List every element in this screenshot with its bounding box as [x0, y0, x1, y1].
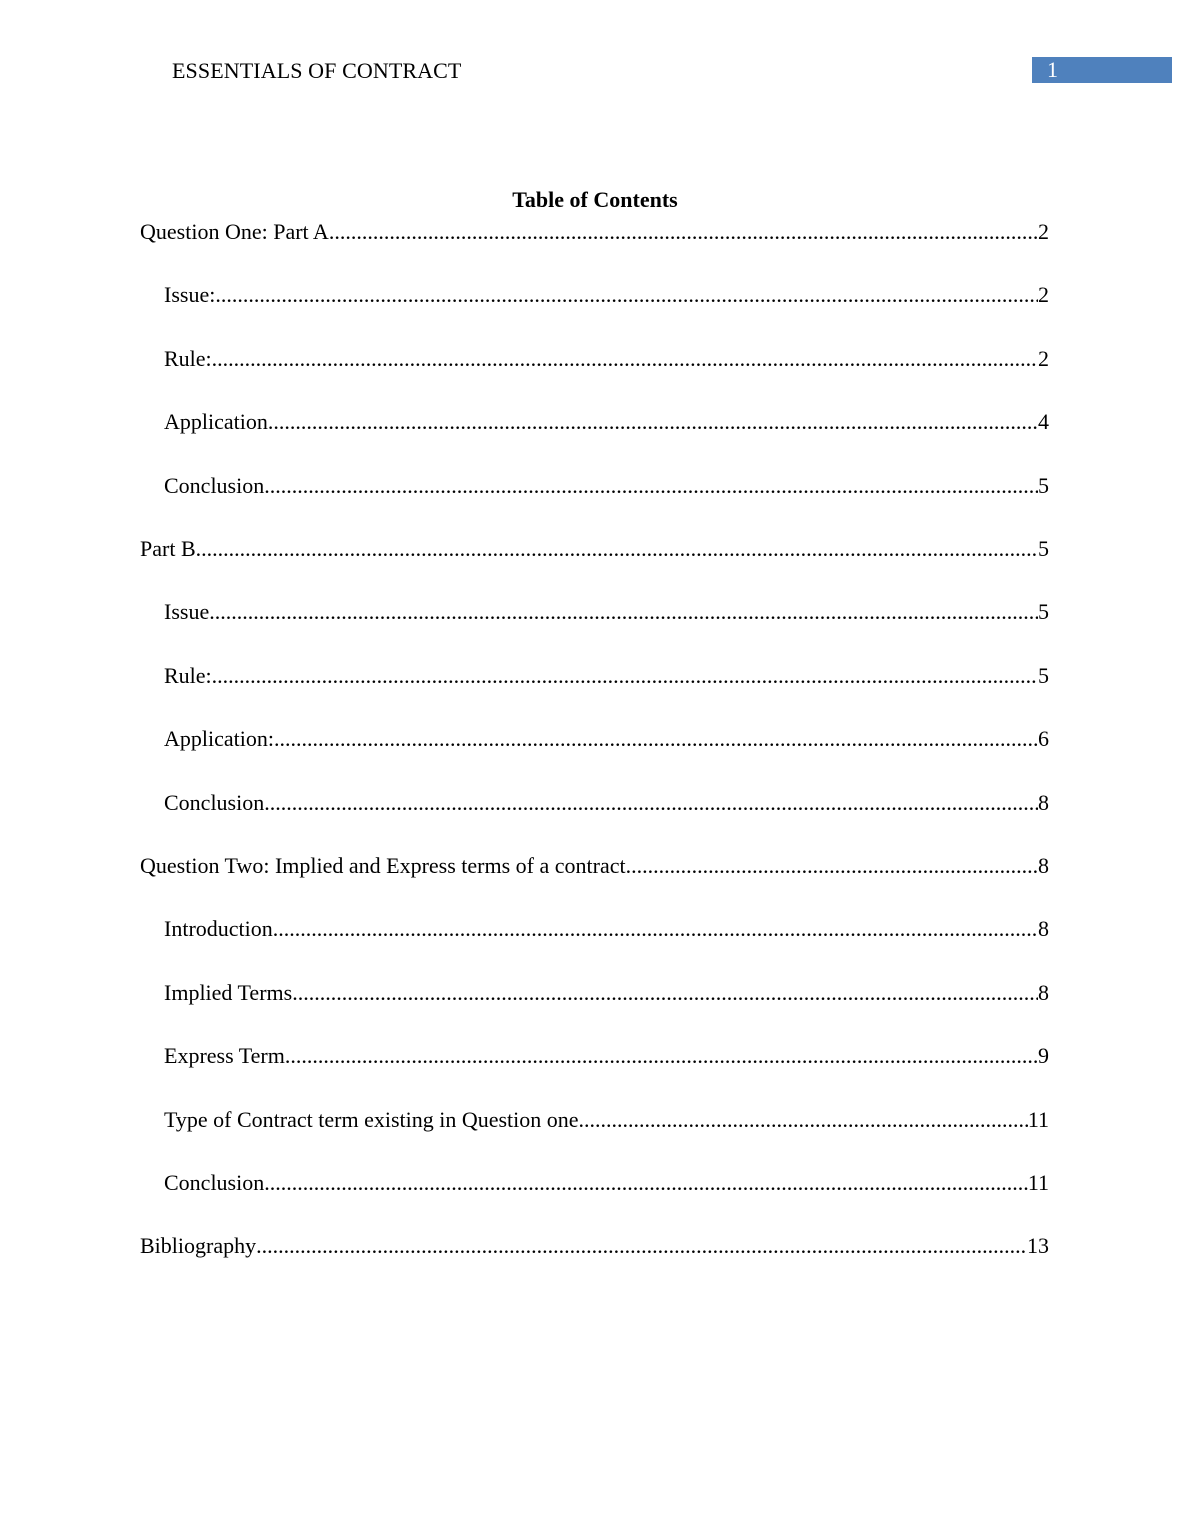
- toc-entry-page: 13: [1027, 1233, 1049, 1259]
- toc-entry-text: Bibliography: [140, 1233, 257, 1259]
- toc-dot-leader: [273, 915, 1038, 943]
- toc-entry-page: 5: [1038, 536, 1049, 561]
- toc-entry-page: 5: [1038, 472, 1049, 498]
- toc-entry[interactable]: [164, 789, 1049, 817]
- toc-dot-leader: [215, 281, 1038, 309]
- toc-dot-leader: [579, 1106, 1028, 1134]
- toc-entry-page: 8: [1038, 916, 1049, 942]
- toc-entry-text: Application: [164, 409, 268, 435]
- toc-entry[interactable]: [140, 1232, 1049, 1260]
- toc-entry-text: Issue:: [164, 282, 216, 308]
- running-head: ESSENTIALS OF CONTRACT: [172, 58, 462, 83]
- toc-entry-page: 11: [1027, 1106, 1049, 1132]
- toc-dot-leader: [264, 1169, 1028, 1197]
- toc-entry-text: Question Two: Implied and Express terms of a contract: [140, 853, 626, 878]
- toc-dot-leader: [268, 408, 1038, 436]
- toc-entry-page: 4: [1038, 409, 1049, 435]
- toc-title: Table of Contents: [512, 187, 678, 212]
- toc-entry-text: Part B: [140, 536, 196, 561]
- toc-entry[interactable]: [164, 915, 1049, 943]
- toc-entry[interactable]: [164, 1042, 1049, 1070]
- page-number: 1: [1047, 57, 1058, 82]
- toc-entry-page: 9: [1038, 1043, 1049, 1069]
- toc-dot-leader: [292, 979, 1038, 1007]
- toc-entry[interactable]: [164, 472, 1049, 500]
- toc-entry-text: Conclusion: [164, 789, 265, 815]
- toc-entry[interactable]: [164, 979, 1049, 1007]
- toc-entry-text: Type of Contract term existing in Question one: [164, 1106, 579, 1132]
- toc-dot-leader: [329, 218, 1038, 246]
- toc-dot-leader: [212, 662, 1038, 690]
- toc-entry-text: Issue: [164, 599, 210, 625]
- toc-entry-text: Implied Terms: [164, 979, 293, 1005]
- toc-dot-leader: [274, 725, 1038, 753]
- toc-entry-page: 8: [1038, 789, 1049, 815]
- toc-entry[interactable]: [164, 281, 1049, 309]
- toc-dot-leader: [285, 1042, 1038, 1070]
- toc-entry-page: 2: [1038, 219, 1049, 244]
- toc-entry[interactable]: [164, 662, 1049, 690]
- toc-entry[interactable]: [164, 598, 1049, 626]
- toc-entry-text: Express Term: [164, 1043, 285, 1069]
- toc-entry-page: 8: [1038, 979, 1049, 1005]
- toc-entry-text: Conclusion: [164, 1170, 265, 1195]
- toc-entry-text: Rule:: [164, 345, 212, 371]
- toc-entry-page: 2: [1038, 282, 1049, 308]
- toc-entry-page: 5: [1038, 599, 1049, 625]
- toc-entry-text: Conclusion: [164, 472, 265, 498]
- toc-entry[interactable]: [164, 345, 1049, 373]
- toc-entry[interactable]: [164, 1106, 1049, 1134]
- toc-entry[interactable]: [164, 1169, 1049, 1197]
- toc-dot-leader: [209, 598, 1038, 626]
- toc-dot-leader: [196, 535, 1038, 563]
- toc-entry[interactable]: [164, 408, 1049, 436]
- page-header: [0, 0, 1190, 100]
- toc-dot-leader: [256, 1232, 1027, 1260]
- toc-dot-leader: [212, 345, 1038, 373]
- toc-entry-page: 11: [1027, 1170, 1049, 1195]
- toc-entry[interactable]: [140, 535, 1049, 563]
- toc-dot-leader: [626, 852, 1038, 880]
- toc-entry-text: Question One: Part A: [140, 219, 329, 244]
- toc-entry[interactable]: [140, 218, 1049, 246]
- toc-entry[interactable]: [164, 725, 1049, 753]
- page-number-box: [1032, 57, 1172, 83]
- toc-entry-text: Rule:: [164, 662, 212, 688]
- toc-entry-page: 6: [1038, 726, 1049, 752]
- toc-entry-page: 8: [1038, 853, 1049, 878]
- toc-dot-leader: [264, 472, 1038, 500]
- toc-entry-text: Introduction: [164, 916, 273, 942]
- toc-dot-leader: [264, 789, 1038, 817]
- toc-entry-text: Application:: [164, 726, 274, 752]
- toc-entry-page: 5: [1038, 662, 1049, 688]
- toc-entry[interactable]: [140, 852, 1049, 880]
- toc-entry-page: 2: [1038, 345, 1049, 371]
